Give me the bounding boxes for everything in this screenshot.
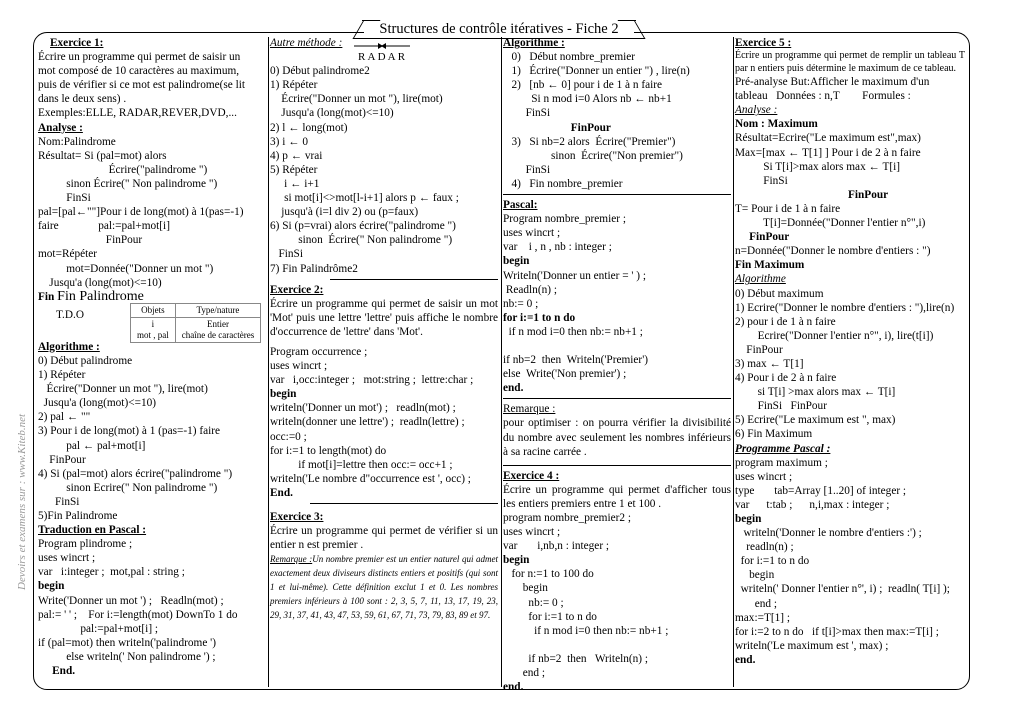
method-step-line: 2) l ← long(mot) — [270, 121, 348, 134]
pascal-line: end ; — [735, 597, 778, 610]
tdo-table — [130, 303, 261, 343]
method-step-line: 6) Si (p=vrai) alors écrire("palindrome ") — [270, 220, 456, 233]
column-exercices-2-3 — [270, 36, 498, 686]
pascal-line: if nb=2 then Writeln('Premier') — [503, 354, 648, 367]
algorithme-line: si T[i] >max alors max ← T[i] — [735, 386, 896, 399]
pascal-line: else writeln(' Non palindrome ') ; — [38, 650, 216, 663]
pascal-label: Traduction en Pascal : — [38, 524, 147, 537]
algorithme-line: 6) Fin Maximum — [735, 428, 813, 441]
analyse-line: FinSi — [735, 174, 788, 187]
algorithme-line: sinon Ecrire(" Non palindrome ") — [38, 481, 218, 494]
pascal-line: writeln('Le nombre d"occurrence est ', occ) ; — [270, 472, 471, 485]
pascal-line: for i:=1 to n do — [503, 610, 597, 623]
pascal-line: writeln('Donner le nombre d'entiers :') ; — [735, 527, 922, 540]
algorithme-line: Si n mod i=0 Alors nb ← nb+1 — [503, 93, 672, 106]
pascal-line: Writeln('Donner un entier = ' ) ; — [503, 269, 646, 282]
exercise-1-text-line: Exemples:ELLE, RADAR,REVER,DVD,... — [38, 107, 237, 120]
algorithme-line: 0) Début maximum — [735, 287, 824, 300]
algorithme-line: Ecrire("Donner l'entier n°", i), lire(t[i]) — [735, 329, 934, 342]
algorithme-line: 4) Fin nombre_premier — [503, 177, 623, 190]
pascal-label: Programme Pascal : — [735, 442, 831, 455]
analyse-line: faire pal:=pal+mot[i] — [38, 220, 170, 233]
analyse-line: Fin Maximum — [735, 259, 805, 272]
pascal-line: pal:=pal+mot[i] ; — [38, 622, 159, 635]
column-exercice-5 — [735, 36, 965, 686]
pascal-line: occ:=0 ; — [270, 430, 307, 443]
autre-methode-label: Autre méthode : — [270, 37, 343, 49]
remark-label: Remarque : — [270, 554, 313, 565]
exercise-3-remark — [270, 552, 498, 622]
pascal-line: end. — [503, 382, 524, 395]
radar-word: R A D A R — [358, 51, 406, 64]
pascal-line: if (pal=mot) then writeln('palindrome ') — [38, 636, 216, 649]
analyse-line: FinPour — [735, 231, 790, 244]
algorithme-line: 2) [nb ← 0] pour i de 1 à n faire — [503, 79, 663, 92]
pre-analyse-line: tableau Données : n,T Formules : — [735, 90, 911, 103]
algorithme-label: Algorithme — [735, 273, 786, 286]
exercise-5-text: Écrire un programme qui permet de remplir un tableau T par n entiers puis détermine le maximum de ce tableau. — [735, 50, 965, 74]
pascal-line: Readln(n) ; — [503, 283, 557, 296]
pascal-line: uses wincrt ; — [503, 227, 561, 240]
pascal-line — [503, 339, 731, 353]
page-title: Structures de contrôle itératives - Fiche 2 — [364, 20, 634, 38]
pascal-line: writeln('Le maximum est ', max) ; — [735, 639, 889, 652]
column-divider — [501, 37, 502, 687]
method-step-line: i ← i+1 — [270, 177, 320, 190]
exercise-2-title: Exercice 2: — [270, 283, 324, 296]
exercise-4-text: Écrire un programme qui permet d'afficher tous les entiers premiers entre 1 et 100 . — [503, 483, 731, 510]
analyse-line: Nom : Maximum — [735, 118, 818, 131]
pascal-line: for i:=2 to n do if t[i]>max then max:=T[i] ; — [735, 625, 939, 638]
method-step-line: Jusqu'a (long(mot)<=10) — [270, 107, 394, 120]
pascal-line: begin — [270, 388, 297, 401]
pascal-line — [503, 638, 731, 652]
algorithme-line: 0) Début palindrome — [38, 354, 133, 367]
algorithme-line: 2) pal ← "" — [38, 411, 91, 424]
pascal-line: Program occurrence ; — [270, 345, 368, 358]
exercise-2-text: Écrire un programme qui permet de saisir un mot 'Mot' puis une lettre 'lettre' puis affiche le nombre d'occurrence de 'lettre' dans 'Mot'. — [270, 297, 498, 338]
tdo-types: Entier chaîne de caractères — [175, 318, 260, 343]
analyse-line: Nom:Palindrome — [38, 135, 116, 148]
analyse-line: n=Donnée("Donner le nombre d'entiers : ") — [735, 245, 931, 258]
fin-text: Fin Palindrome — [57, 288, 144, 304]
analyse-line: Résultat=Ecrire("Le maximum est",max) — [735, 132, 921, 145]
pascal-line: End. — [38, 665, 76, 678]
pascal-line: if n mod i=0 then nb:= nb+1 ; — [503, 624, 669, 637]
method-step-line: 4) p ← vrai — [270, 149, 323, 162]
exercise-3-text: Écrire un programme qui permet de vérifier si un entier n est premier . — [270, 525, 498, 552]
analyse-line: Résultat= Si (pal=mot) alors — [38, 149, 167, 162]
pascal-line: program nombre_premier2 ; — [503, 512, 631, 524]
analyse-line: T= Pour i de 1 à n faire — [735, 202, 841, 215]
algorithme-line: pal ← pal+mot[i] — [38, 439, 146, 452]
remarque-label: Remarque : — [503, 403, 556, 416]
algorithme-line: 4) Pour i de 2 à n faire — [735, 372, 837, 385]
remarque-text: pour optimiser : on pourra vérifier la divisibilité du nombre avec seulement les nombres inférieurs à sa racine carrée . — [503, 417, 731, 458]
pascal-line: begin — [38, 580, 65, 593]
watermark-text: Devoirs et examens sur : www.Kiteb.net — [16, 413, 28, 590]
algorithme-line: 1) Ecrire("Donner le nombre d'entiers : "),lire(n) — [735, 301, 955, 314]
pascal-line: var i , n , nb : integer ; — [503, 241, 612, 254]
pascal-line: begin — [503, 582, 548, 595]
pascal-line: end ; — [503, 667, 546, 680]
pascal-line: var i,occ:integer ; mot:string ; lettre:char ; — [270, 374, 474, 387]
pascal-label: Pascal: — [503, 199, 538, 212]
pascal-line: Program plindrome ; — [38, 538, 133, 551]
algorithme-line: 3) Pour i de long(mot) à 1 (pas=-1) faire — [38, 425, 221, 438]
analyse-line: mot=Donnée("Donner un mot ") — [38, 262, 214, 275]
tdo-header: Type/nature — [175, 304, 260, 318]
analyse-label: Analyse : — [38, 121, 83, 134]
pascal-line: uses wincrt ; — [270, 360, 328, 373]
exercise-1-title: Exercice 1: — [50, 37, 104, 49]
pascal-line: begin — [503, 554, 530, 567]
tdo-header: Objets — [131, 304, 176, 318]
method-step-line: 3) i ← 0 — [270, 135, 308, 148]
algorithme-line: FinPour — [735, 343, 783, 356]
pascal-line: for i:=1 to n do — [735, 555, 810, 568]
pascal-line: var i,nb,n : integer ; — [503, 540, 610, 553]
pascal-line: var t:tab ; n,i,max : integer ; — [735, 498, 890, 511]
algorithme-line: FinPour — [503, 121, 611, 134]
pascal-line: uses wincrt ; — [503, 526, 561, 539]
pre-analyse-line: Pré-analyse But:Afficher le maximum d'un — [735, 76, 930, 89]
algorithme-label: Algorithme : — [503, 37, 565, 49]
algorithme-line: FinSi FinPour — [735, 400, 827, 413]
analyse-line: Max=[max ← T[1] ] Pour i de 2 à n faire — [735, 146, 921, 159]
pascal-line: type tab=Array [1..20] of integer ; — [735, 484, 907, 497]
pascal-line: for i:=1 to n do — [503, 311, 576, 324]
method-step-line: 1) Répéter — [270, 79, 318, 92]
algorithme-line: FinSi — [503, 163, 551, 176]
column-divider — [268, 37, 269, 687]
pascal-line: uses wincrt ; — [38, 552, 96, 565]
analyse-line: FinSi — [38, 192, 91, 205]
pascal-line: Program nombre_premier ; — [503, 213, 626, 226]
pascal-line: writeln(donner une lettre') ; readln(lettre) ; — [270, 416, 465, 429]
analyse-line: Si T[i]>max alors max ← T[i] — [735, 160, 901, 173]
exercise-1-text-line: Écrire un programme qui permet de saisir un — [38, 51, 241, 64]
pascal-line: for n:=1 to 100 do — [503, 568, 594, 581]
pascal-line: for i:=1 to length(mot) do — [270, 444, 387, 457]
pascal-line: End. — [270, 486, 293, 499]
radar-arrows-icon — [352, 41, 412, 51]
exercise-5-title: Exercice 5 : — [735, 37, 792, 49]
algorithme-line: 2) pour i de 1 à n faire — [735, 315, 836, 328]
method-step-line: jusqu'à (i=l div 2) ou (p=faux) — [270, 206, 419, 219]
method-step-line: 7) Fin Palindrôme2 — [270, 262, 358, 275]
pascal-line: nb:= 0 ; — [503, 297, 539, 310]
exercise-1-text-line: puis de vérifier si ce mot est palindrome(se lit — [38, 79, 246, 92]
fin-line: Fin Fin Palindrome — [38, 288, 144, 304]
pascal-line: uses wincrt ; — [735, 470, 793, 483]
analyse-line: Jusqu'a (long(mot)<=10) — [38, 276, 162, 289]
algorithme-line: 1) Écrire("Donner un entier ") , lire(n) — [503, 65, 690, 78]
remark-text: Un nombre premier est un entier naturel qui admet exactement deux diviseurs distincts entiers et positifs (qui sont 1 et lui-même). Cette définition exclut 1 et 0. Les nombres premiers inférieurs à 100 sont : 2, 3, 5, 7, 11, 13, 17, 19, 23, 29, 31, 37, 41, 43, 47, 53, 59, 61, 67, 71, 73, 79, 83, 89 et 97. — [270, 554, 498, 621]
pascal-line: if nb=2 then Writeln(n) ; — [503, 652, 649, 665]
algorithme-label: Algorithme : — [38, 340, 100, 353]
analyse-line: FinPour — [38, 234, 143, 247]
column-exercice-1 — [38, 36, 266, 686]
exercise-3-title: Exercice 3: — [270, 511, 324, 523]
analyse-line: sinon Écrire(" Non palindrome ") — [38, 177, 218, 190]
pascal-line: if mot[i]=lettre then occ:= occ+1 ; — [270, 458, 453, 471]
pascal-line: readln(n) ; — [735, 541, 794, 554]
pascal-line: end. — [735, 653, 756, 666]
tdo-objects: i mot , pal — [131, 318, 176, 343]
pascal-line: begin — [735, 569, 775, 582]
method-step-line: si mot[i]<>mot[l-i+1] alors p ← faux ; — [270, 192, 459, 205]
analyse-line: FinPour — [735, 188, 889, 201]
pascal-line: begin — [735, 513, 762, 525]
method-step-line: sinon Écrire(" Non palindrome ") — [270, 234, 453, 247]
algorithme-line: 0) Début nombre_premier — [503, 51, 636, 64]
method-step-line: Écrire("Donner un mot "), lire(mot) — [270, 93, 443, 106]
algorithme-line: 3) Si nb=2 alors Écrire("Premier") — [503, 135, 676, 148]
algorithme-line: FinPour — [38, 453, 86, 466]
algorithme-line: sinon Écrire("Non premier") — [503, 149, 683, 162]
column-divider — [733, 37, 734, 687]
pascal-line: pal:= ' ' ; For i:=length(mot) DownTo 1 do — [38, 608, 238, 621]
algorithme-line: 4) Si (pal=mot) alors écrire("palindrome ") — [38, 467, 233, 480]
analyse-line: mot=Répéter — [38, 248, 98, 261]
algorithme-line: 5) Ecrire("Le maximum est ", max) — [735, 414, 896, 427]
pascal-line: end. — [503, 681, 524, 694]
algorithme-line: 3) max ← T[1] — [735, 357, 804, 370]
algorithme-line: Écrire("Donner un mot "), lire(mot) — [38, 383, 208, 396]
pascal-line: program maximum ; — [735, 456, 828, 469]
algorithme-line: FinSi — [503, 107, 551, 120]
analyse-line: Écrire("palindrome ") — [38, 163, 208, 176]
tdo-label: T.D.O — [56, 308, 85, 321]
exercise-4-title: Exercice 4 : — [503, 469, 560, 482]
method-step-line: 0) Début palindrome2 — [270, 65, 370, 78]
method-step-line: 5) Répéter — [270, 163, 318, 176]
exercise-1-text-line: mot composé de 10 caractères au maximum, — [38, 65, 240, 78]
pascal-line: var i:integer ; mot,pal : string ; — [38, 566, 185, 579]
method-step-line: FinSi — [270, 248, 303, 261]
pascal-line: writeln(' Donner l'entier n°', i) ; readln( T[i] ); — [735, 583, 950, 596]
column-exercices-3-4 — [503, 36, 731, 694]
analyse-line: pal=[pal←""]Pour i de long(mot) à 1(pas=-1) — [38, 206, 244, 219]
pascal-line: Write('Donner un mot ') ; Readln(mot) ; — [38, 594, 224, 607]
algorithme-line: 5)Fin Palindrome — [38, 510, 118, 522]
pascal-line: if n mod i=0 then nb:= nb+1 ; — [503, 325, 643, 338]
pascal-line: writeln('Donner un mot') ; readln(mot) ; — [270, 402, 456, 415]
pascal-line: else Write('Non premier') ; — [503, 368, 627, 381]
pascal-line: max:=T[1] ; — [735, 611, 790, 624]
algorithme-line: FinSi — [38, 495, 80, 508]
analyse-label: Analyse : — [735, 104, 778, 117]
algorithme-line: 1) Répéter — [38, 369, 86, 382]
exercise-1-text-line: dans le deux sens) . — [38, 93, 127, 106]
pascal-line: begin — [503, 255, 530, 268]
algorithme-line: Jusqu'a (long(mot)<=10) — [38, 397, 157, 410]
analyse-line: T[i]=Donnée("Donner l'entier n°",i) — [735, 217, 926, 230]
pascal-line: nb:= 0 ; — [503, 596, 564, 609]
